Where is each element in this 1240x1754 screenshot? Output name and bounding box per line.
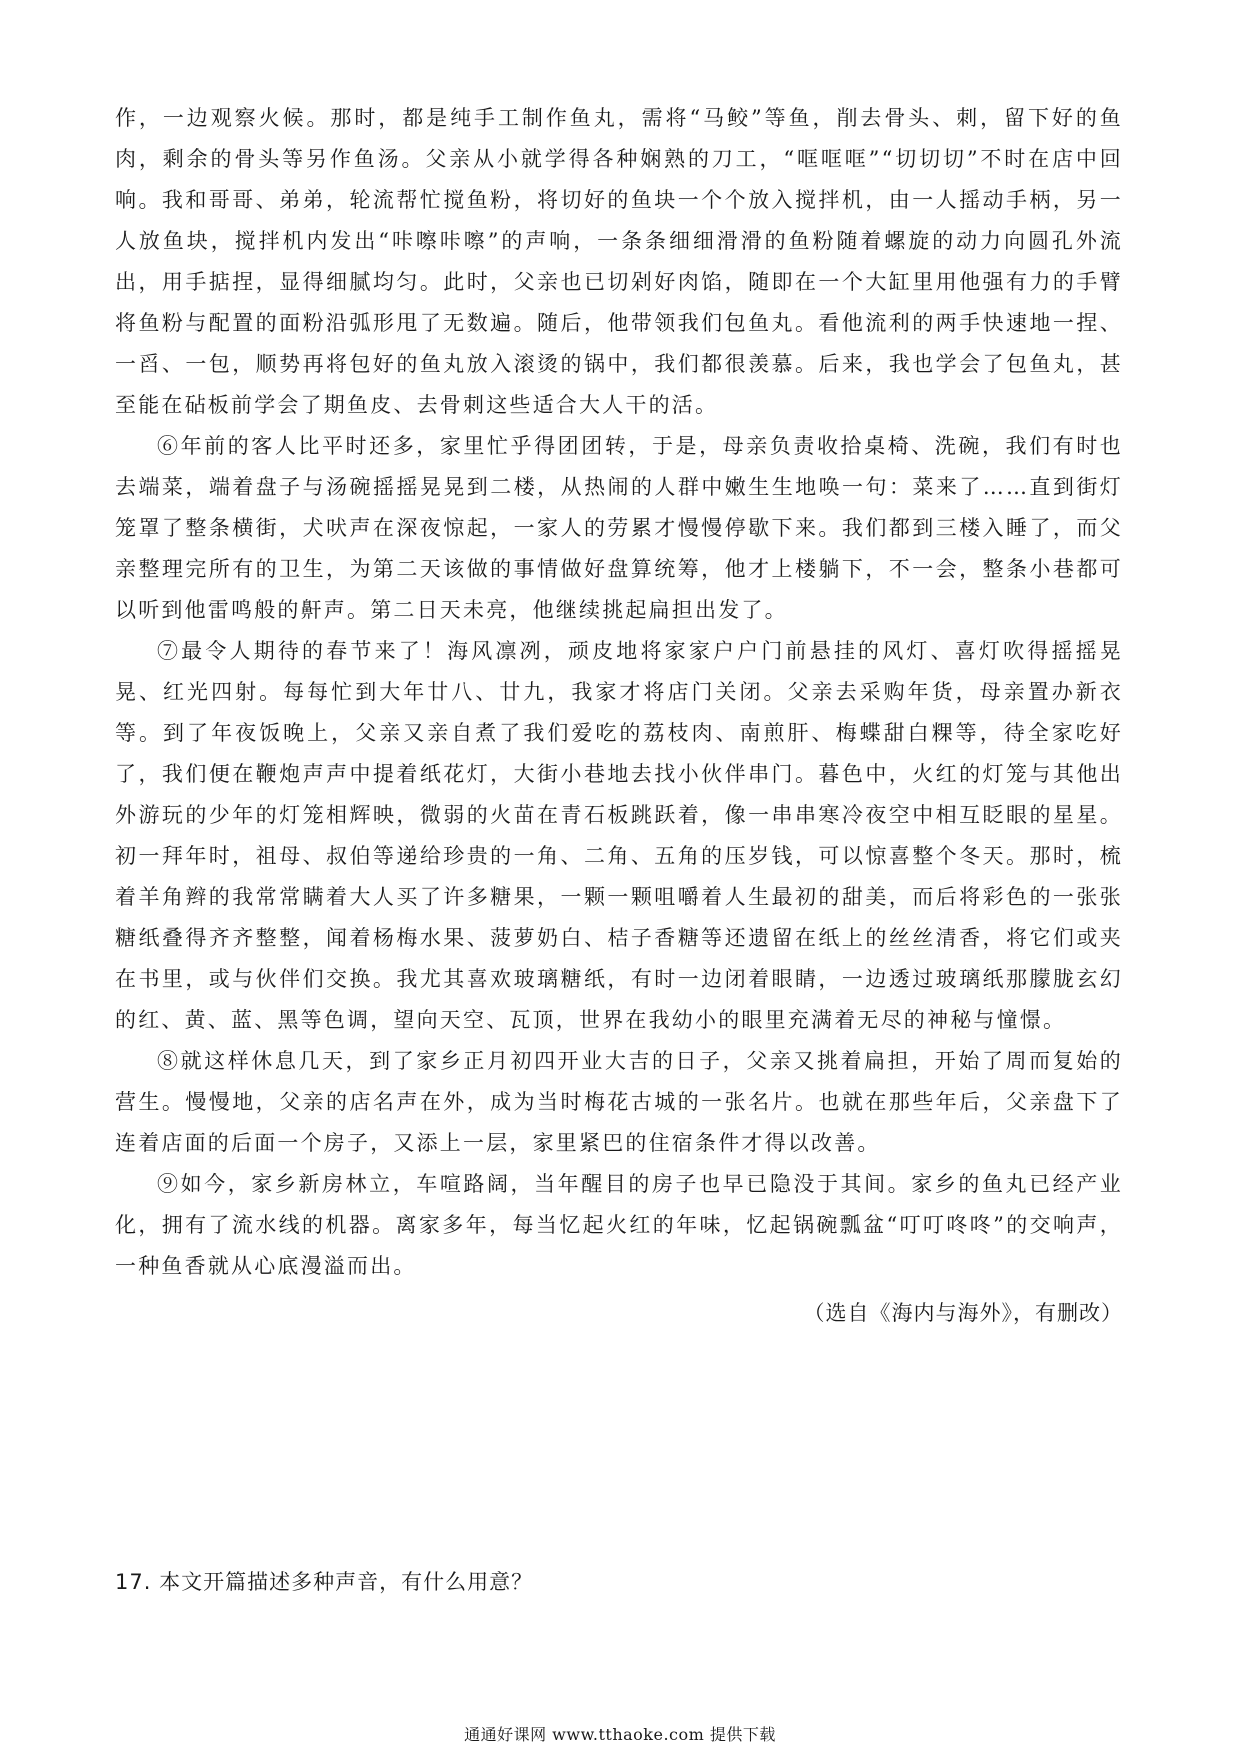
article-paragraph-8: ⑧就这样休息几天，到了家乡正月初四开业大吉的日子，父亲又挑着扁担，开始了周而复始的营生。慢慢地，父亲的店名声在外，成为当时梅花古城的一张名片。也就在那些年后，父亲盘下了连着店面的后面一个房子，又添上一层，家里紧巴的住宿条件才得以改善。 <box>115 1049 1123 1155</box>
article-paragraph-6: ⑥年前的客人比平时还多，家里忙乎得团团转，于是，母亲负责收拾桌椅、洗碗，我们有时也去端菜，端着盘子与汤碗摇摇晃晃到二楼，从热闹的人群中嫩生生地唤一句：菜来了……直到街灯笼罩了整条横街，犬吠声在深夜惊起，一家人的劳累才慢慢停歇下来。我们都到三楼入睡了，而父亲整理完所有的卫生，为第二天该做的事情做好盘算统筹，他才上楼躺下，不一会，整条小巷都可以听到他雷鸣般的鼾声。第二日天未亮，他继续挑起扁担出发了。 <box>115 434 1123 622</box>
article-paragraph-7: ⑦最令人期待的春节来了！海风凛冽，顽皮地将家家户户门前悬挂的风灯、喜灯吹得摇摇晃晃、红光四射。每每忙到大年廿八、廿九，我家才将店门关闭。父亲去采购年货，母亲置办新衣等。到了年夜饭晚上，父亲又亲自煮了我们爱吃的荔枝肉、南煎肝、梅蝶甜白粿等，待全家吃好了，我们便在鞭炮声声中提着纸花灯，大街小巷地去找小伙伴串门。暮色中，火红的灯笼与其他出外游玩的少年的灯笼相辉映，微弱的火苗在青石板跳跃着，像一串串寒冷夜空中相互眨眼的星星。初一拜年时，祖母、叔伯等递给珍贵的一角、二角、五角的压岁钱，可以惊喜整个冬天。那时，梳着羊角辫的我常常瞒着大人买了许多糖果，一颗一颗咀嚼着人生最初的甜美，而后将彩色的一张张糖纸叠得齐齐整整，闻着杨梅水果、菠萝奶白、桔子香糖等还遗留在纸上的丝丝清香，将它们或夹在书里，或与伙伴们交换。我尤其喜欢玻璃糖纸，有时一边闭着眼睛，一边透过玻璃纸那朦胧玄幻的红、黄、蓝、黑等色调，望向天空、瓦顶，世界在我幼小的眼里充满着无尽的神秘与憧憬。 <box>115 639 1123 1032</box>
source-citation: （选自《海内与海外》，有删改） <box>803 1301 1123 1325</box>
article-body <box>115 98 1123 1334</box>
page-footer: 通通好课网 www.tthaoke.com 提供下载 <box>464 1725 776 1744</box>
article-paragraph-9: ⑨如今，家乡新房林立，车喧路阔，当年醒目的房子也早已隐没于其间。家乡的鱼丸已经产业化，拥有了流水线的机器。离家多年，每当忆起火红的年味，忆起锅碗瓢盆“叮叮咚咚”的交响声，一种鱼香就从心底漫溢而出。 <box>115 1172 1123 1278</box>
article-paragraph-1: 作，一边观察火候。那时，都是纯手工制作鱼丸，需将“马鲛”等鱼，削去骨头、刺，留下好的鱼肉，剩余的骨头等另作鱼汤。父亲从小就学得各种娴熟的刀工，“哐哐哐”“切切切”不时在店中回响。我和哥哥、弟弟，轮流帮忙搅鱼粉，将切好的鱼块一个个放入搅拌机，由一人摇动手柄，另一人放鱼块，搅拌机内发出“咔嚓咔嚓”的声响，一条条细细滑滑的鱼粉随着螺旋的动力向圆孔外流出，用手掂捏，显得细腻均匀。此时，父亲也已切剁好肉馅，随即在一个大缸里用他强有力的手臂将鱼粉与配置的面粉沿弧形甩了无数遍。随后，他带领我们包鱼丸。看他流利的两手快速地一捏、一舀、一包，顺势再将包好的鱼丸放入滚烫的锅中，我们都很羡慕。后来，我也学会了包鱼丸，甚至能在砧板前学会了期鱼皮、去骨刺这些适合大人干的活。 <box>115 106 1123 417</box>
question-17: 17. 本文开篇描述多种声音，有什么用意？ <box>115 1570 534 1594</box>
